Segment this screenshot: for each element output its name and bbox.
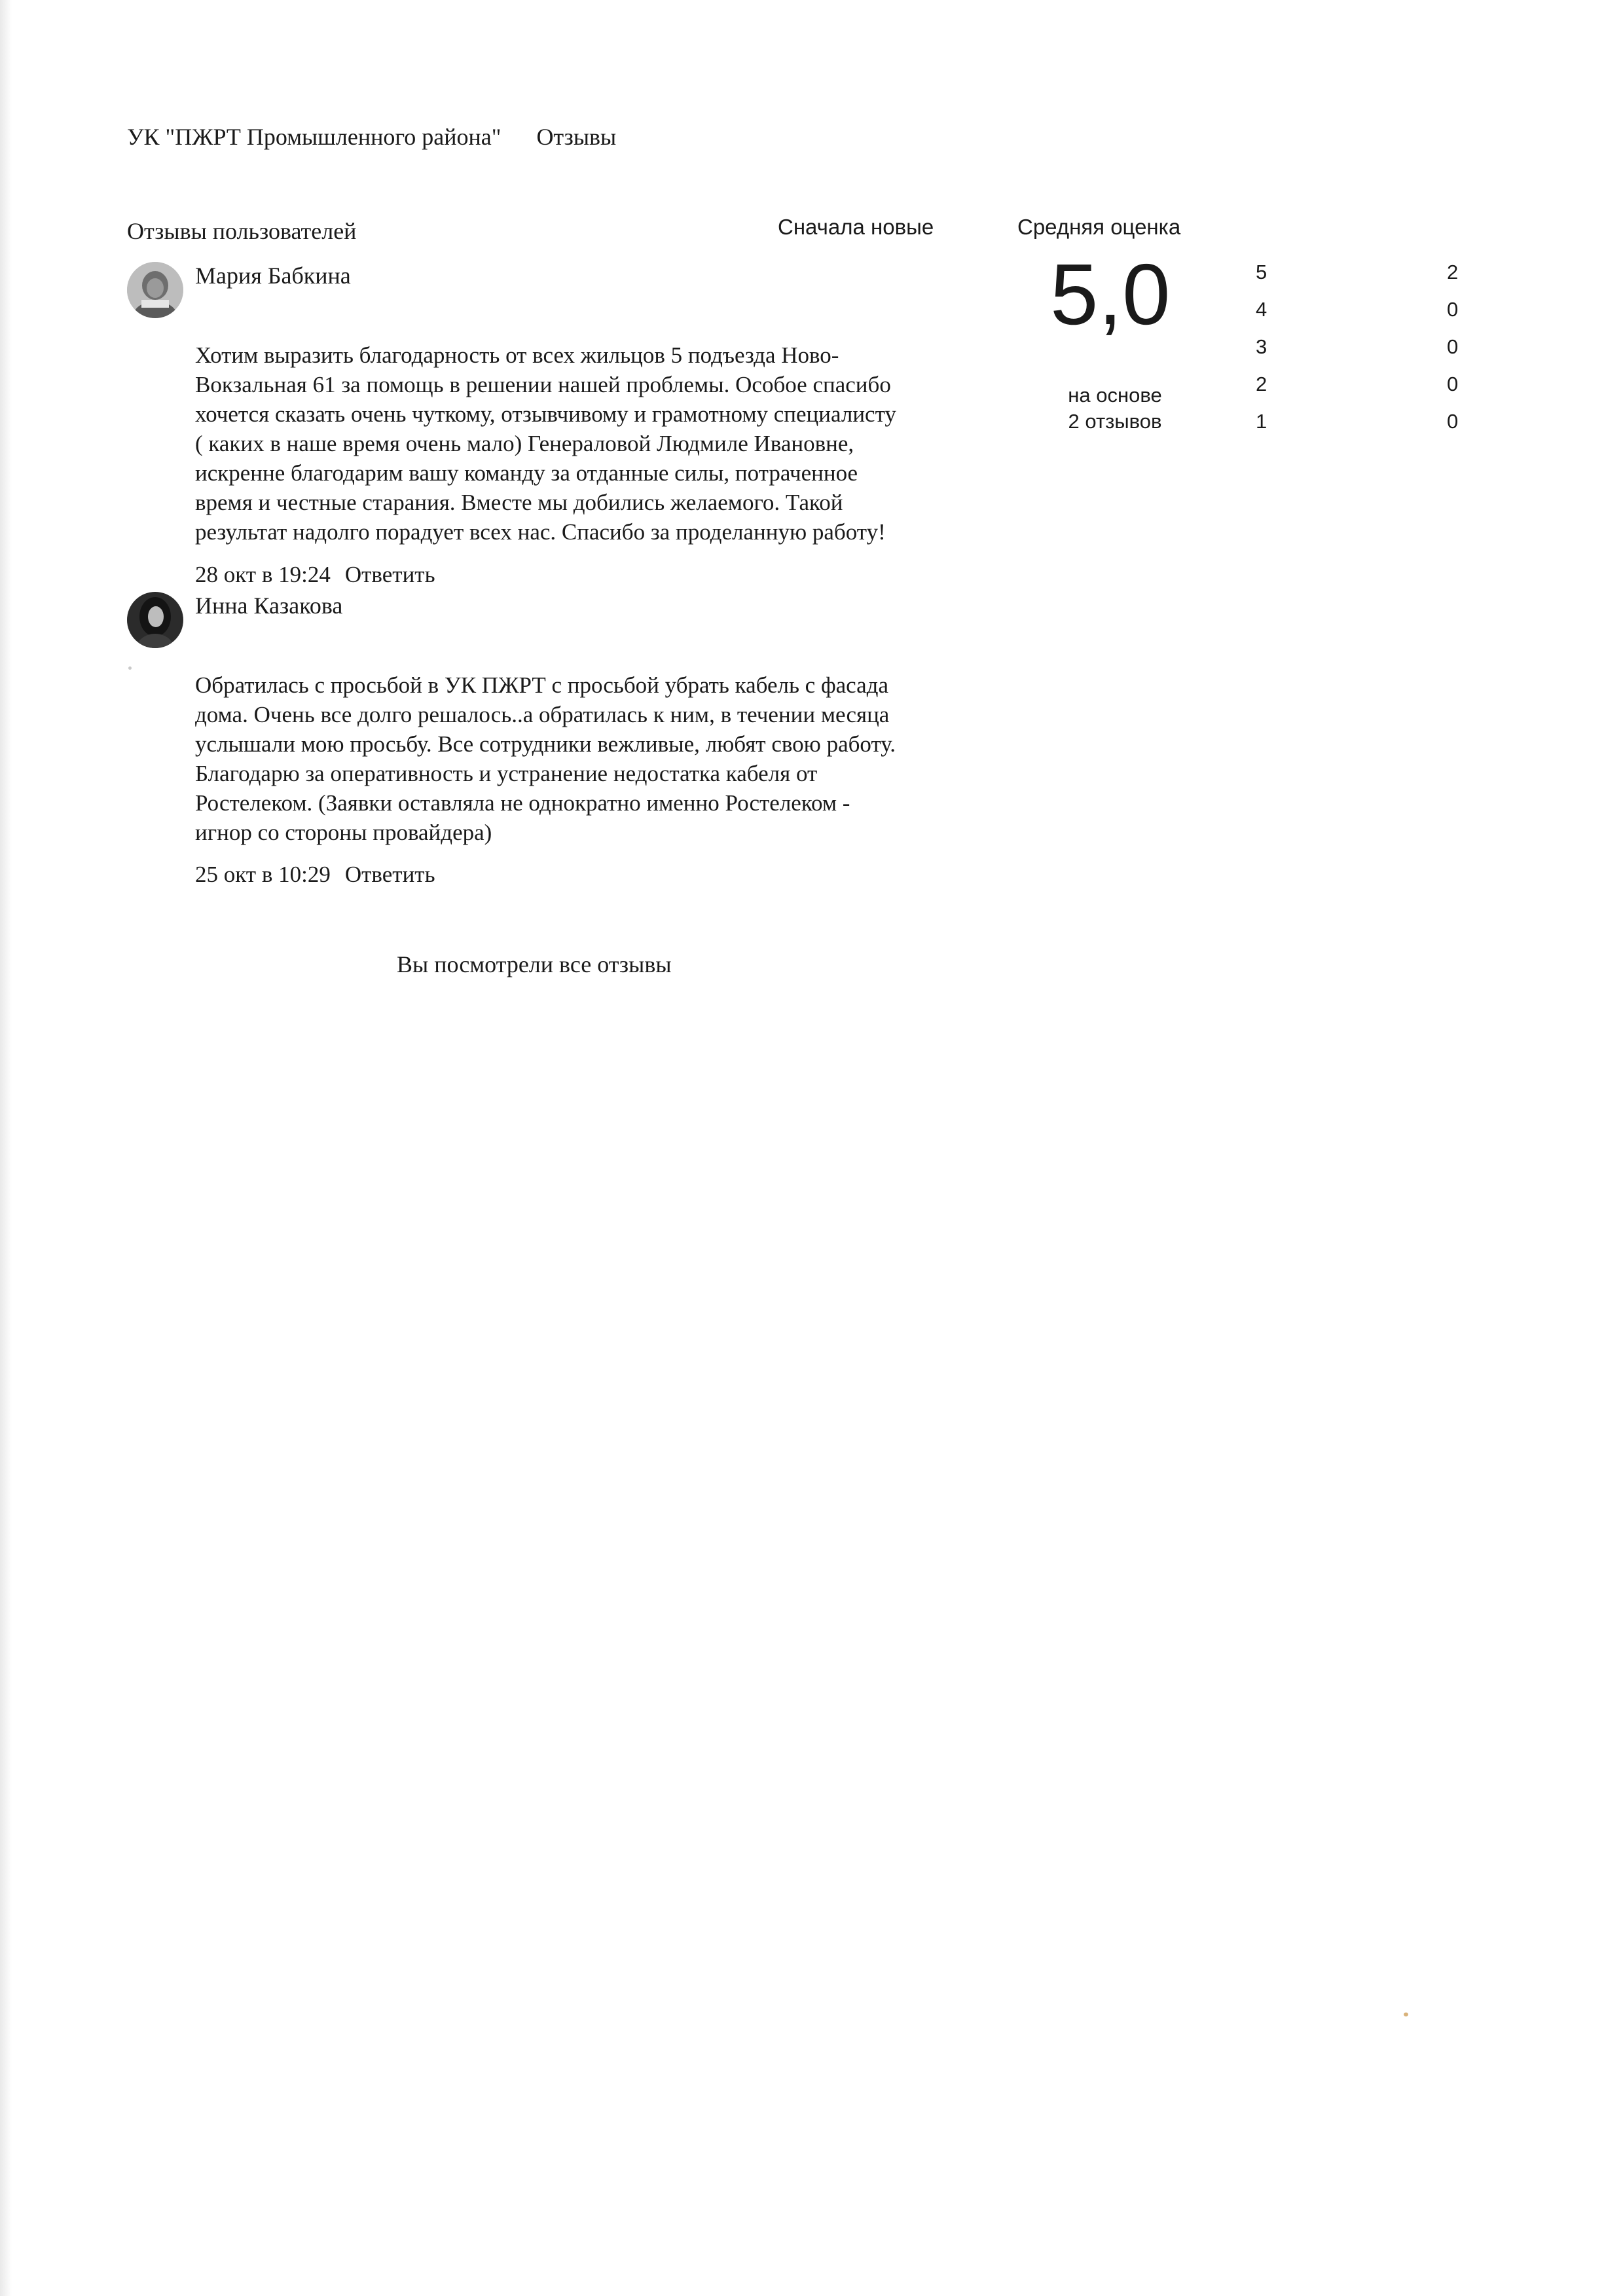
user-photo-icon — [127, 592, 183, 648]
reply-button[interactable]: Ответить — [344, 862, 435, 887]
review-text-line: Благодарю за оперативность и устранение недостатка кабеля от — [195, 761, 818, 786]
reviews-title: Отзывы пользователей — [127, 218, 357, 244]
review-text-line: хочется сказать очень чуткому, отзывчивому и грамотному специалисту — [195, 401, 896, 427]
rating-row[interactable] — [1256, 298, 1465, 335]
review-text — [195, 340, 1112, 547]
review-text-line: дома. Очень все долго решалось..а обратилась к ним, в течении месяца — [195, 702, 890, 727]
review-text-line: искренне благодарим вашу команду за отданные силы, потраченное — [195, 460, 858, 486]
rating-count: 0 — [1447, 373, 1459, 395]
review-author[interactable]: Мария Бабкина — [195, 263, 351, 289]
review-text — [195, 670, 1112, 847]
rating-count: 0 — [1447, 335, 1459, 358]
review-item — [127, 592, 998, 906]
rating-count: 0 — [1447, 410, 1459, 433]
rating-distribution — [1256, 261, 1465, 447]
scan-edge-shadow — [0, 0, 12, 2296]
review-meta — [195, 862, 435, 888]
review-text-line: игнор со стороны провайдера) — [195, 820, 492, 845]
review-item — [127, 262, 998, 602]
review-text-line: Вокзальная 61 за помощь в решении нашей проблемы. Особое спасибо — [195, 372, 891, 397]
review-date: 28 окт в 19:24 — [195, 562, 331, 587]
rating-row[interactable] — [1256, 335, 1465, 373]
rating-stars: 1 — [1256, 410, 1267, 433]
rating-basis-line: на основе — [1068, 384, 1162, 407]
rating-basis-line: 2 отзывов — [1068, 410, 1162, 433]
sort-button[interactable]: Сначала новые — [778, 215, 934, 239]
review-text-line: ( каких в наше время очень мало) Генераловой Людмиле Ивановне, — [195, 431, 854, 456]
rating-stars: 5 — [1256, 261, 1267, 283]
review-date: 25 окт в 10:29 — [195, 862, 331, 887]
review-text-line: время и честные старания. Вместе мы добились желаемого. Такой — [195, 490, 843, 515]
review-author[interactable]: Инна Казакова — [195, 592, 343, 619]
review-text-line: услышали мою просьбу. Все сотрудники вежливые, любят свою работу. — [195, 731, 896, 757]
rating-row[interactable] — [1256, 410, 1465, 447]
rating-row[interactable] — [1256, 373, 1465, 410]
rating-count: 2 — [1447, 261, 1459, 283]
rating-stars: 2 — [1256, 373, 1267, 395]
review-meta — [195, 562, 435, 588]
reply-button[interactable]: Ответить — [344, 562, 435, 587]
user-photo-icon — [127, 262, 183, 318]
all-reviews-viewed-text: Вы посмотрели все отзывы — [397, 951, 672, 977]
review-text-line: результат надолго порадует всех нас. Спасибо за проделанную работу! — [195, 519, 886, 545]
rating-stars: 4 — [1256, 298, 1267, 321]
section-name[interactable]: Отзывы — [536, 124, 617, 150]
average-rating-value: 5,0 — [1050, 246, 1171, 342]
company-name[interactable]: УК "ПЖРТ Промышленного района" — [127, 124, 501, 150]
review-text-line: Хотим выразить благодарность от всех жильцов 5 подъезда Ново- — [195, 342, 839, 368]
average-rating-label: Средняя оценка — [1017, 215, 1181, 239]
rating-count: 0 — [1447, 298, 1459, 321]
rating-basis — [1033, 382, 1197, 435]
review-text-line: Обратилась с просьбой в УК ПЖРТ с просьбой убрать кабель с фасада — [195, 672, 889, 698]
review-text-line: Ростелеком. (Заявки оставляла не однократно именно Ростелеком - — [195, 790, 850, 816]
page-header — [127, 123, 616, 151]
avatar[interactable] — [127, 592, 183, 648]
rating-row[interactable] — [1256, 261, 1465, 298]
rating-stars: 3 — [1256, 335, 1267, 358]
scan-speck — [1404, 2013, 1408, 2016]
avatar[interactable] — [127, 262, 183, 318]
